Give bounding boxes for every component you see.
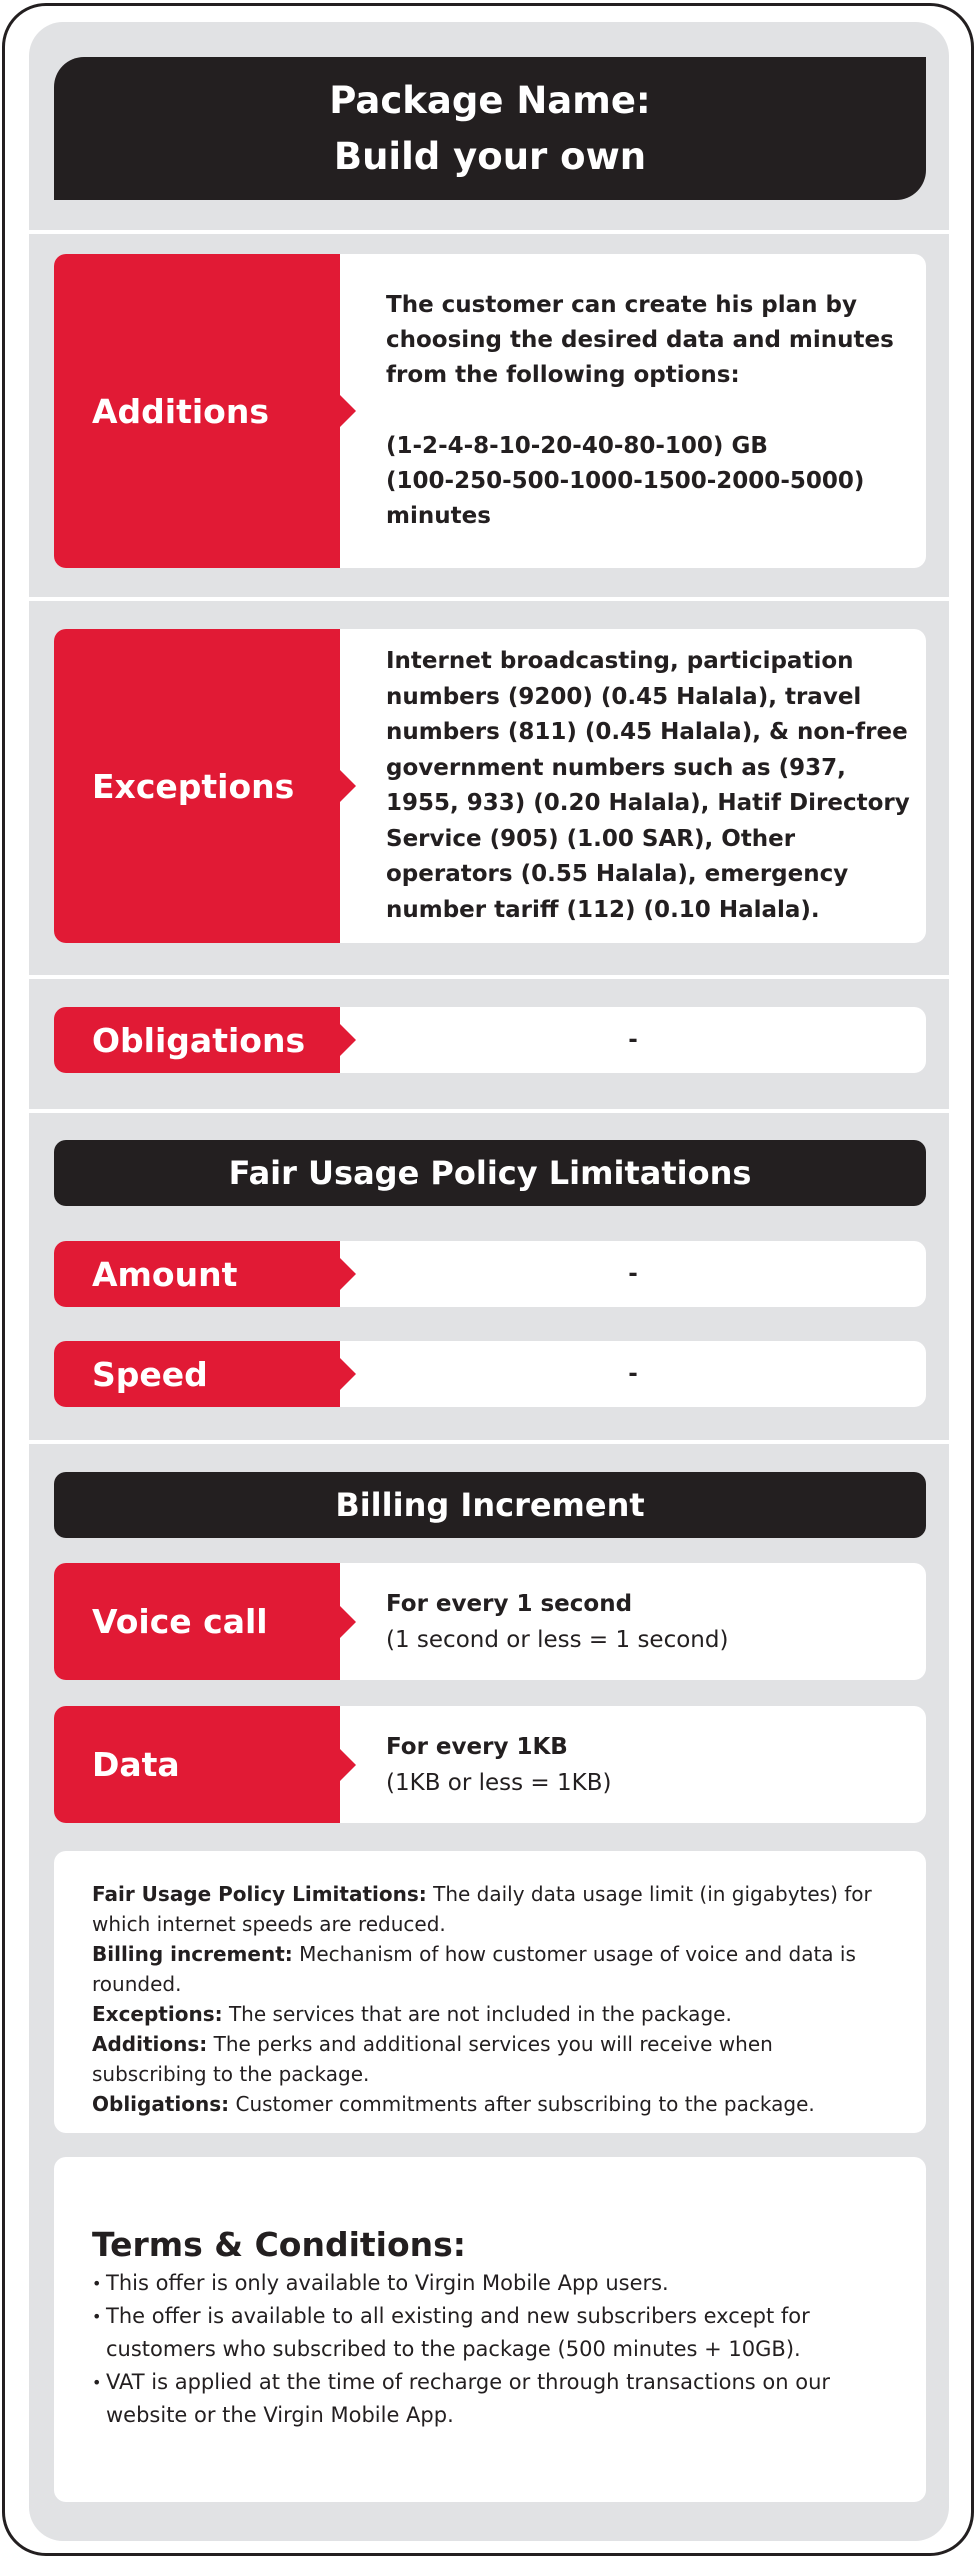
terms-item: • This offer is only available to Virgin Mobile App users. (92, 2267, 888, 2300)
fair-usage-speed-row (54, 1341, 926, 1407)
terms-title: Terms & Conditions: (92, 2225, 466, 2264)
terms-item: • The offer is available to all existing and new subscribers except for customers who subscribed to the package (500 minutes + 10GB). (92, 2300, 888, 2366)
fair-usage-title: Fair Usage Policy Limitations (228, 1154, 752, 1192)
package-name-label: Package Name: (329, 78, 651, 122)
additions-value (340, 254, 926, 568)
package-panel (29, 22, 949, 2541)
definition-text: The daily data usage limit (in gigabytes) for which internet speeds are reduced. (92, 1882, 872, 1936)
billing-voice-row (54, 1563, 926, 1680)
additions-data-options: (1-2-4-8-10-20-40-80-100) GB (386, 433, 768, 459)
section-divider (29, 1440, 949, 1444)
definition-text: The perks and additional services you will receive when subscribing to the package. (92, 2032, 773, 2086)
data-label (54, 1706, 340, 1823)
section-divider (29, 230, 949, 234)
definitions-box (54, 1851, 926, 2133)
obligations-label-text: Obligations (92, 1020, 306, 1060)
definition-term: Billing increment: (92, 1942, 293, 1966)
package-name-header (54, 57, 926, 200)
definition-term: Exceptions: (92, 2002, 223, 2026)
definition-text: The services that are not included in the package. (222, 2002, 732, 2026)
obligations-row (54, 1007, 926, 1073)
package-name-value: Build your own (333, 134, 647, 178)
exceptions-text: Internet broadcasting, participation numbers (9200) (0.45 Halala), travel numbers (811) (0.45 Halala), & non-free government numbers such as (937, 1955, 933) (0.20 Halala), Hatif Directory Service (905) (1.00 SAR), Other operators (0.55 Halala), emergency number tariff (112) (0.10 Halala). (386, 648, 910, 923)
obligations-value (340, 1007, 926, 1073)
definition-item (92, 2029, 888, 2089)
definition-term: Fair Usage Policy Limitations: (92, 1882, 427, 1906)
obligations-label (54, 1007, 340, 1073)
data-sub: (1KB or less = 1KB) (386, 1769, 612, 1796)
additions-label (54, 254, 340, 568)
speed-value-text: - (628, 1361, 638, 1387)
voice-call-label-text: Voice call (92, 1602, 268, 1641)
voice-call-label (54, 1563, 340, 1680)
exceptions-label-text: Exceptions (92, 766, 295, 806)
definition-text: Customer commitments after subscribing to the package. (229, 2092, 815, 2116)
voice-call-main: For every 1 second (386, 1590, 633, 1617)
exceptions-value (340, 629, 926, 943)
speed-label (54, 1341, 340, 1407)
section-divider (29, 975, 949, 979)
additions-intro: The customer can create his plan by choosing the desired data and minutes from the following options: (386, 292, 894, 388)
definition-term: Obligations: (92, 2092, 230, 2116)
definition-term: Additions: (92, 2032, 208, 2056)
speed-value (340, 1341, 926, 1407)
additions-label-text: Additions (92, 391, 269, 431)
data-value (340, 1706, 926, 1823)
section-divider (29, 1109, 949, 1113)
amount-value-text: - (628, 1261, 638, 1287)
amount-value (340, 1241, 926, 1307)
additions-minute-options: (100-250-500-1000-1500-2000-5000) (386, 468, 865, 494)
data-main: For every 1KB (386, 1733, 568, 1760)
billing-increment-header (54, 1472, 926, 1538)
definition-item (92, 1999, 888, 2029)
exceptions-row (54, 629, 926, 943)
voice-call-sub: (1 second or less = 1 second) (386, 1626, 729, 1653)
terms-item: • VAT is applied at the time of recharge or through transactions on our website or the Virgin Mobile App. (92, 2366, 888, 2432)
speed-label-text: Speed (92, 1354, 208, 1394)
billing-data-row (54, 1706, 926, 1823)
voice-call-value (340, 1563, 926, 1680)
definition-item (92, 1939, 888, 1999)
terms-box (54, 2157, 926, 2502)
amount-label-text: Amount (92, 1254, 238, 1294)
data-label-text: Data (92, 1745, 180, 1784)
spacer (386, 393, 908, 429)
additions-minute-unit: minutes (386, 503, 491, 529)
section-divider (29, 597, 949, 601)
exceptions-label (54, 629, 340, 943)
definition-item (92, 2089, 888, 2119)
additions-row (54, 254, 926, 568)
fair-usage-amount-row (54, 1241, 926, 1307)
billing-increment-title: Billing Increment (335, 1486, 645, 1524)
obligations-value-text: - (628, 1027, 638, 1053)
fair-usage-header (54, 1140, 926, 1206)
definition-text: Mechanism of how customer usage of voice and data is rounded. (92, 1942, 856, 1996)
definition-item (92, 1879, 888, 1939)
amount-label (54, 1241, 340, 1307)
terms-list (92, 2267, 888, 2432)
